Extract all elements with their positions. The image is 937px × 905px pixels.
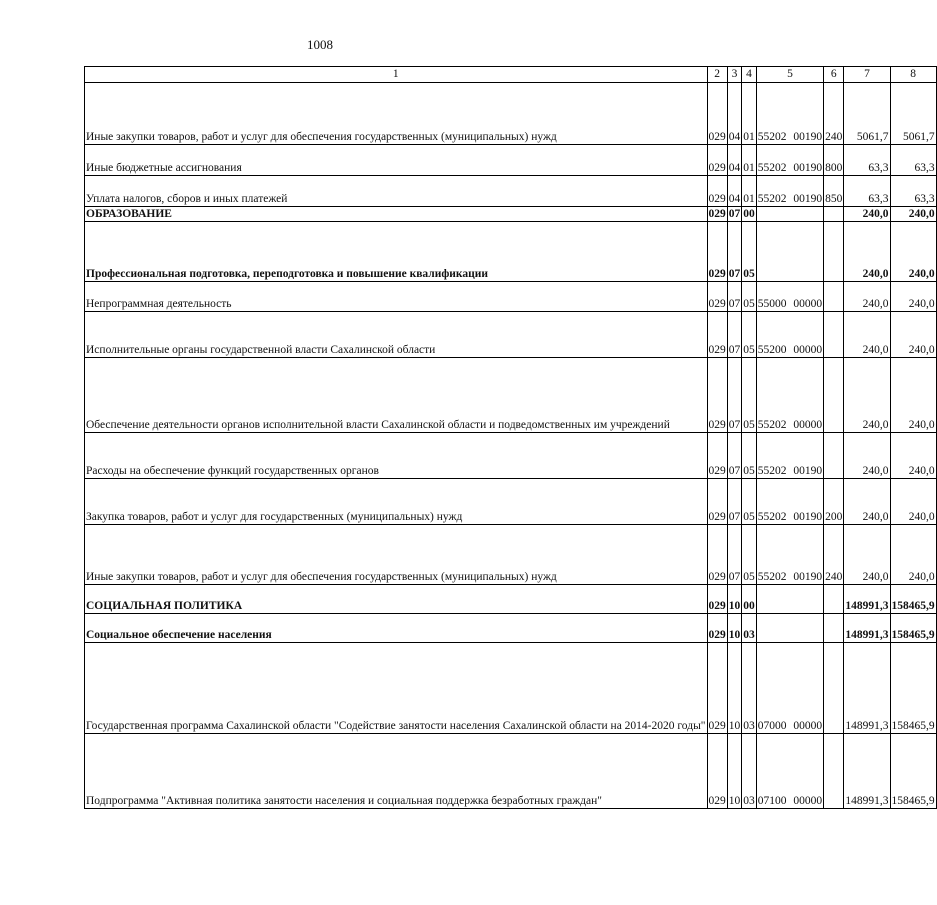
target-article-code: 55202 00190 bbox=[756, 479, 823, 525]
amount-year-2: 158465,9 bbox=[890, 614, 936, 643]
target-article-code: 55202 00190 bbox=[756, 433, 823, 479]
column-header-5: 5 bbox=[756, 67, 823, 83]
row-name: Непрограммная деятельность bbox=[85, 282, 708, 312]
row-name: Иные бюджетные ассигнования bbox=[85, 145, 708, 176]
expense-type-code bbox=[824, 614, 844, 643]
section-code: 10 bbox=[727, 585, 742, 614]
subsection-code: 01 bbox=[742, 176, 757, 207]
table-row bbox=[85, 525, 937, 585]
row-name: Расходы на обеспечение функций государственных органов bbox=[85, 433, 708, 479]
expense-type-code bbox=[824, 312, 844, 358]
amount-year-1: 240,0 bbox=[844, 433, 890, 479]
target-article-code bbox=[756, 222, 823, 282]
amount-year-2: 158465,9 bbox=[890, 734, 936, 809]
ministry-code: 029 bbox=[707, 176, 727, 207]
ministry-code: 029 bbox=[707, 433, 727, 479]
table-row bbox=[85, 734, 937, 809]
ministry-code: 029 bbox=[707, 83, 727, 145]
expense-type-code bbox=[824, 734, 844, 809]
budget-table bbox=[84, 66, 937, 809]
expense-type-code: 800 bbox=[824, 145, 844, 176]
target-article-code bbox=[756, 585, 823, 614]
amount-year-2: 63,3 bbox=[890, 145, 936, 176]
subsection-code: 00 bbox=[742, 585, 757, 614]
table-row bbox=[85, 282, 937, 312]
table-row bbox=[85, 358, 937, 433]
ministry-code: 029 bbox=[708, 207, 726, 220]
subsection-code: 05 bbox=[742, 358, 757, 433]
subsection-code: 05 bbox=[742, 479, 757, 525]
amount-year-2: 240,0 bbox=[890, 282, 936, 312]
row-name: Уплата налогов, сборов и иных платежей bbox=[85, 176, 708, 207]
table-row bbox=[85, 176, 937, 207]
amount-year-1: 240,0 bbox=[844, 358, 890, 433]
amount-year-1: 148991,3 bbox=[844, 734, 890, 809]
amount-year-1: 240,0 bbox=[844, 282, 890, 312]
column-header-2: 2 bbox=[707, 67, 727, 83]
expense-type-code bbox=[824, 222, 844, 282]
amount-year-2: 63,3 bbox=[890, 176, 936, 207]
target-article-code: 55202 00190 bbox=[756, 176, 823, 207]
table-row bbox=[85, 145, 937, 176]
expense-type-code bbox=[824, 282, 844, 312]
expense-type-code: 240 bbox=[824, 525, 844, 585]
target-article-code: 55200 00000 bbox=[756, 312, 823, 358]
table-row bbox=[85, 479, 937, 525]
section-code: 07 bbox=[727, 282, 742, 312]
subsection-code: 01 bbox=[742, 83, 757, 145]
section-code: 10 bbox=[727, 734, 742, 809]
subsection-code: 03 bbox=[742, 614, 757, 643]
column-header-3: 3 bbox=[727, 67, 742, 83]
expense-type-code: 200 bbox=[824, 479, 844, 525]
ministry-code: 029 bbox=[707, 614, 727, 643]
column-header-8: 8 bbox=[890, 67, 936, 83]
amount-year-1: 240,0 bbox=[844, 207, 890, 222]
amount-year-1: 148991,3 bbox=[844, 643, 890, 734]
target-article-code: 55202 00190 bbox=[756, 525, 823, 585]
ministry-code: 029 bbox=[707, 312, 727, 358]
expense-type-code bbox=[824, 585, 844, 614]
section-code: 04 bbox=[727, 176, 742, 207]
row-name: Социальное обеспечение населения bbox=[85, 614, 708, 643]
row-name: Обеспечение деятельности органов исполнительной власти Сахалинской области и подведомственных им учреждений bbox=[85, 358, 708, 433]
target-article-code bbox=[756, 614, 823, 643]
subsection-code: 05 bbox=[742, 282, 757, 312]
subsection-code: 01 bbox=[742, 145, 757, 176]
ministry-code: 029 bbox=[707, 734, 727, 809]
ministry-code: 029 bbox=[707, 222, 727, 282]
row-name: Иные закупки товаров, работ и услуг для обеспечения государственных (муниципальных) нужд bbox=[85, 83, 708, 145]
target-article-code: 07100 00000 bbox=[756, 734, 823, 809]
row-name: Иные закупки товаров, работ и услуг для обеспечения государственных (муниципальных) нужд bbox=[85, 525, 708, 585]
table-row bbox=[85, 222, 937, 282]
row-name: Исполнительные органы государственной власти Сахалинской области bbox=[85, 312, 708, 358]
expense-type-code bbox=[824, 358, 844, 433]
amount-year-2: 240,0 bbox=[890, 479, 936, 525]
table-row bbox=[85, 433, 937, 479]
section-code: 07 bbox=[727, 358, 742, 433]
expense-type-code bbox=[824, 643, 844, 734]
amount-year-1: 148991,3 bbox=[844, 614, 890, 643]
table-row bbox=[85, 614, 937, 643]
subsection-code: 03 bbox=[742, 643, 757, 734]
row-name: Закупка товаров, работ и услуг для государственных (муниципальных) нужд bbox=[85, 479, 708, 525]
amount-year-1: 5061,7 bbox=[844, 83, 890, 145]
section-code: 07 bbox=[727, 312, 742, 358]
column-header-7: 7 bbox=[844, 67, 890, 83]
target-article-code: 07000 00000 bbox=[756, 643, 823, 734]
subsection-code: 05 bbox=[742, 222, 757, 282]
ministry-code: 029 bbox=[707, 643, 727, 734]
amount-year-2: 240,0 bbox=[890, 358, 936, 433]
table-row bbox=[85, 643, 937, 734]
subsection-code: 05 bbox=[742, 312, 757, 358]
column-header-4: 4 bbox=[742, 67, 757, 83]
target-article-code: 55202 00190 bbox=[756, 145, 823, 176]
amount-year-1: 148991,3 bbox=[844, 585, 890, 614]
amount-year-1: 240,0 bbox=[844, 312, 890, 358]
section-code: 07 bbox=[727, 222, 742, 282]
amount-year-2: 240,0 bbox=[890, 312, 936, 358]
ministry-code: 029 bbox=[707, 358, 727, 433]
header-row bbox=[85, 67, 937, 83]
ministry-code: 029 bbox=[707, 585, 727, 614]
ministry-code: 029 bbox=[707, 145, 727, 176]
section-code: 07 bbox=[727, 525, 742, 585]
section-code: 10 bbox=[727, 643, 742, 734]
expense-type-code: 850 bbox=[824, 176, 844, 207]
row-name: Государственная программа Сахалинской области "Содействие занятости населения Сахалинской области на 2014-2020 годы" bbox=[85, 643, 708, 734]
amount-year-1: 63,3 bbox=[844, 176, 890, 207]
amount-year-2: 240,0 bbox=[890, 525, 936, 585]
row-name: ОБРАЗОВАНИЕ bbox=[85, 207, 708, 222]
section-code: 04 bbox=[727, 83, 742, 145]
expense-type-code bbox=[824, 433, 844, 479]
amount-year-2: 240,0 bbox=[890, 222, 936, 282]
section-code: 04 bbox=[727, 145, 742, 176]
amount-year-1: 240,0 bbox=[844, 479, 890, 525]
amount-year-1: 240,0 bbox=[844, 525, 890, 585]
subsection-code: 05 bbox=[742, 525, 757, 585]
amount-year-2: 158465,9 bbox=[890, 643, 936, 734]
subsection-code: 03 bbox=[742, 734, 757, 809]
expense-type-code bbox=[824, 207, 844, 222]
table-row bbox=[85, 312, 937, 358]
amount-year-1: 63,3 bbox=[844, 145, 890, 176]
section-code: 07 bbox=[727, 479, 742, 525]
ministry-code: 029 bbox=[707, 282, 727, 312]
section-code: 07 bbox=[727, 433, 742, 479]
ministry-code: 029 bbox=[707, 479, 727, 525]
target-article-code: 55202 00190 bbox=[756, 83, 823, 145]
subsection-code: 00 bbox=[743, 207, 755, 220]
table-row bbox=[85, 585, 937, 614]
expense-type-code: 240 bbox=[824, 83, 844, 145]
column-header-6: 6 bbox=[824, 67, 844, 83]
amount-year-2: 240,0 bbox=[890, 433, 936, 479]
amount-year-2: 240,0 bbox=[890, 207, 936, 222]
amount-year-2: 5061,7 bbox=[890, 83, 936, 145]
amount-year-2: 158465,9 bbox=[890, 585, 936, 614]
page-number: 1008 bbox=[307, 37, 333, 52]
column-header-1: 1 bbox=[85, 67, 708, 83]
table-body bbox=[85, 83, 937, 809]
section-code: 10 bbox=[727, 614, 742, 643]
row-name: Подпрограмма "Активная политика занятости населения и социальная поддержка безработных граждан" bbox=[85, 734, 708, 809]
section-code: 07 bbox=[728, 207, 741, 220]
row-name: СОЦИАЛЬНАЯ ПОЛИТИКА bbox=[85, 585, 708, 614]
row-name: Профессиональная подготовка, переподготовка и повышение квалификации bbox=[85, 222, 708, 282]
table-row bbox=[85, 83, 937, 145]
ministry-code: 029 bbox=[707, 525, 727, 585]
amount-year-1: 240,0 bbox=[844, 222, 890, 282]
table-row bbox=[85, 207, 937, 222]
target-article-code bbox=[756, 207, 823, 222]
target-article-code: 55000 00000 bbox=[756, 282, 823, 312]
subsection-code: 05 bbox=[742, 433, 757, 479]
target-article-code: 55202 00000 bbox=[756, 358, 823, 433]
